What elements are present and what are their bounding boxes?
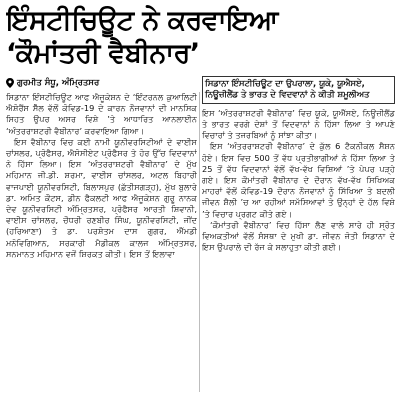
byline-text: ਗੁਰਮੀਤ ਸੰਧੂ, ਅੰਮ੍ਰਿਤਸਰ	[17, 78, 100, 88]
byline	[6, 78, 196, 88]
headline-line-2: ‘ਕੌਮਾਂਤਰੀ ਵੈਬੀਨਾਰ’	[6, 38, 200, 69]
location-pin-icon	[6, 78, 14, 88]
highlight-box: ਸਿਡਾਨਾ ਇੰਸਟੀਚਿਊਟ ਦਾ ਉਪਰਾਲਾ, ਯੂਕੇ, ਯੂਐਸਏ, ਨਿਊਜ਼ੀਲੈਂਡ ਤੇ ਭਾਰਤ ਦੇ ਵਿਦਵਾਨਾਂ ਨੇ ਕੀਤੀ ਸ਼ਮੂਲੀਅਤ	[202, 76, 395, 104]
column-divider	[199, 92, 200, 392]
body-paragraph: ‘ਕੌਮਾਂਤਰੀ ਵੈਬੀਨਾਰ’ ਵਿਚ ਹਿੱਸਾ ਲੈਣ ਵਾਲੇ ਸਾਰੇ ਹੀ ਸ੍ਰੋਤ ਵਿਅਕਤੀਆਂ ਵੱਲੋਂ ਸੰਸਥਾ ਦੇ ਮੁਖੀ ਡਾ. ਜੀਵਨ ਜੋਤੀ ਸਿਡਾਨਾ ਦੇ ਇਸ ਉਪਰਾਲੇ ਦੀ ਰੱਜ ਕੇ ਸਲਾਹੁਤਾ ਕੀਤੀ ਗਈ।	[202, 219, 395, 253]
article-headline	[6, 4, 394, 70]
article-column-left	[6, 92, 197, 392]
body-paragraph: ਸਿਡਾਨਾ ਇੰਸਟੀਚਿਊਟ ਆਫ ਐਜੂਕੇਸ਼ਨ ਦੇ ‘ਇੰਟਰਨਲ ਕੁਆਲਿਟੀ ਐਸ਼ੋਰੈਂਸ ਸੈੱਲ ਵੱਲੋਂ ਕੋਵਿਡ-19 ਦੇ ਕਾਰਨ ਨੌਜਵਾਨਾਂ ਦੀ ਮਾਨਸਿਕ ਸਿਹਤ ਉਪਰ ਅਸਰ ਵਿਸ਼ੇ ’ਤੇ ਆਧਾਰਿਤ ਆਨਲਾਈਨ ‘ਅੰਤਰਰਾਸ਼ਟਰੀ ਵੈਬੀਨਾਰ’ ਕਰਵਾਇਆ ਗਿਆ।	[6, 92, 197, 136]
body-paragraph: ਇਸ ਵੈਬੀਨਾਰ ਵਿਚ ਕਈ ਨਾਮੀ ਯੂਨੀਵਰਸਿਟੀਆਂ ਦੇ ਵਾਈਸ ਚਾਂਸਲਰ, ਪ੍ਰੋਫੈਸਰ, ਐਸੋਸੀਏਟ ਪ੍ਰੋਫੈਸਰ ਤੇ ਹੋਰ ਉੱਚ ਵਿਦਵਾਨਾਂ ਨੇ ਹਿੱਸਾ ਲਿਆ। ਇਸ ‘ਅੰਤਰਰਾਸ਼ਟਰੀ ਵੈਬੀਨਾਰ’ ਦੇ ਮੁੱਖ ਮਹਿਮਾਨ ਜੀ.ਡੀ. ਸ਼ਰਮਾ, ਵਾਈਸ ਚਾਂਸਲਰ, ਅਟਲ ਬਿਹਾਰੀ ਵਾਜਪਾਈ ਯੂਨੀਵਰਸਿਟੀ, ਬਿਲਾਸਪੁਰ (ਛੱਤੀਸਗੜ੍ਹ), ਮੁੱਖ ਬੁਲਾਰੇ ਡਾ. ਅਮਿਤ ਕੌਟਸ, ਡੀਨ ਫੈਕਲਟੀ ਆਫ ਐਜੂਕੇਸ਼ਨ ਗੁਰੂ ਨਾਨਕ ਦੇਵ ਯੂਨੀਵਰਸਿਟੀ ਅੰਮ੍ਰਿਤਸਰ, ਪ੍ਰੋਫੈਸਰ ਆਰਤੀ ਸ਼ਿਵਾਨੀ, ਵਾਈਸ ਚਾਂਸਲਰ, ਚੌਧਰੀ ਰਣਬੀਰ ਸਿੰਘ, ਯੂਨੀਵਰਸਿਟੀ, ਜੀਂਦ (ਹਰਿਆਣਾ) ਤੇ ਡਾ. ਪਰਸ਼ੋਤਮ ਦਾਸ ਗੁਗਰ, ਐੱਮਡੀ ਮਨੋਵਿਗਿਆਨ, ਸਰਕਾਰੀ ਮੈਡੀਕਲ ਕਾਲਜ ਅੰਮ੍ਰਿਤਸਰ, ਸਨਮਾਨਤ ਮਹਿਮਾਨ ਵਜੋਂ ਸ਼ਿਰਕਤ ਕੀਤੀ। ਇਸ ਤੋਂ ਇਲਾਵਾ	[6, 136, 197, 259]
headline-line-1: ਇੰਸਟੀਚਿਊਟ ਨੇ ਕਰਵਾਇਆ	[6, 5, 278, 36]
article-column-right	[202, 76, 395, 394]
body-paragraph: ਇਸ ‘ਅੰਤਰਰਾਸ਼ਟਰੀ ਵੈਬੀਨਾਰ’ ਦੇ ਕੁੱਲ 6 ਟੈਕਨੀਕਲ ਸੈਸ਼ਨ ਹੋਏ। ਇਸ ਵਿਚ 500 ਤੋਂ ਵੱਧ ਪ੍ਰਤੀਭਾਗੀਆਂ ਨੇ ਹਿੱਸਾ ਲਿਆ ਤੇ 25 ਤੋਂ ਵੱਧ ਵਿਦਵਾਨਾਂ ਵੱਲੋਂ ਵੱਖ-ਵੱਖ ਵਿਸ਼ਿਆਂ ’ਤੇ ਪੇਪਰ ਪੜ੍ਹੇ ਗਏ। ਇਸ ਕੌਮਾਂਤਰੀ ਵੈਬੀਨਾਰ ਦੇ ਦੌਰਾਨ ਵੱਖ-ਵੱਖ ਸਿਖਿਅਕ ਮਾਹਰਾਂ ਵੱਲੋਂ ਕੋਵਿਡ-19 ਦੌਰਾਨ ਨੌਜਵਾਨਾਂ ਨੂੰ ਸਿੱਖਿਆ ਤੇ ਬਦਲੀ ਜੀਵਨ ਸ਼ੈਲੀ ’ਚ ਆ ਰਹੀਆਂ ਸਮੱਸਿਆਵਾਂ ਤੇ ਉਨ੍ਹਾਂ ਦੇ ਹੱਲ ਵਿਸ਼ੇ ’ਤੇ ਵਿਚਾਰ ਪ੍ਰਗਟ ਕੀਤੇ ਗਏ।	[202, 141, 395, 219]
body-paragraph: ਇਸ ‘ਅੰਤਰਰਾਸ਼ਟਰੀ ਵੈਬੀਨਾਰ’ ਵਿਚ ਯੂਕੇ, ਯੂਐੱਸਏ, ਨਿਊਜ਼ੀਲੈਂਡ ਤੇ ਭਾਰਤ ਵਰਗੇ ਦੇਸ਼ਾਂ ਤੋਂ ਵਿਦਵਾਨਾਂ ਨੇ ਹਿੱਸਾ ਲਿਆ ਤੇ ਆਪਣੇ ਵਿਚਾਰਾਂ ਤੇ ਤਜਰਬਿਆਂ ਨੂੰ ਸਾਂਝਾ ਕੀਤਾ।	[202, 107, 395, 141]
